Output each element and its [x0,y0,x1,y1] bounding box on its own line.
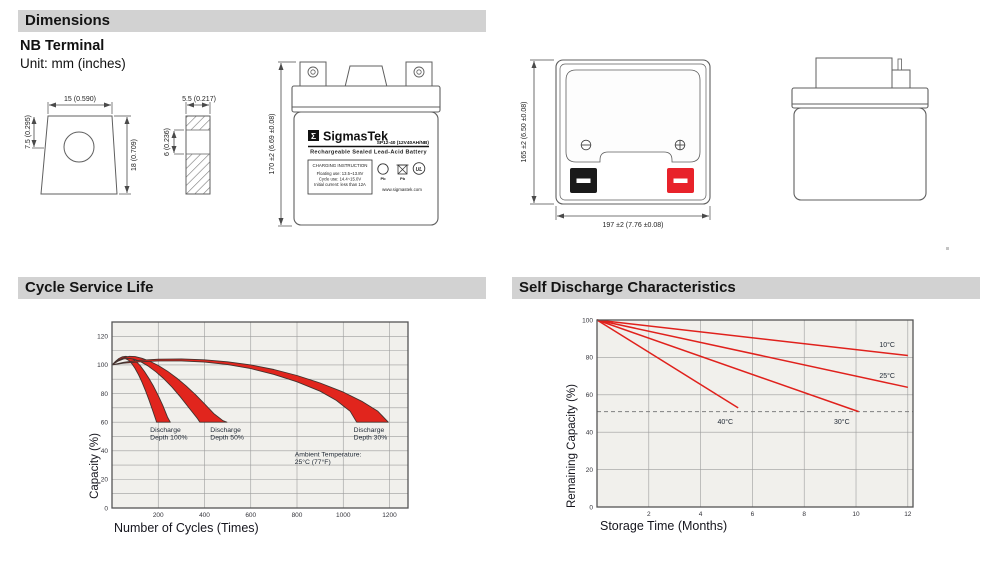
xtick-label: 400 [199,512,210,519]
side-pin [898,59,902,70]
terminal-front-drawing [24,92,144,202]
brand-logo-glyph: Σ [310,131,317,141]
self-discharge-svg [582,317,913,518]
website-text: www.sigmastek.com [382,187,422,192]
battery-type-line: Rechargeable Sealed Lead-Acid Battery [310,149,427,156]
ytick-label: 80 [585,354,593,362]
cycle-y-axis-title: Capacity (%) [89,433,101,499]
battery-top-view [512,48,727,230]
dim-label-165: 165 ±2 (6.50 ±0.08) [521,101,528,163]
cycle-service-life-svg [97,322,408,519]
stray-mark [946,247,949,250]
hatch-bottom [187,155,210,194]
series-label: 30°C [834,418,850,426]
xtick-label: 600 [245,512,257,519]
chart-annotation: Discharge Depth 100% [150,427,188,442]
unit-note: Unit: mm (inches) [20,56,126,71]
ytick-label: 20 [585,466,593,474]
xtick-label: 10 [852,511,860,518]
side-step-block [892,70,910,88]
ytick-label: 40 [585,429,593,437]
dimensions-section-header: Dimensions [18,10,486,32]
xtick-label: 1200 [382,512,397,519]
battery-front-view [266,56,466,234]
ytick-label: 80 [100,390,108,398]
series-label: 10°C [879,342,895,350]
pb-bin-label: Pb [399,176,406,181]
dim-label-15: 15 (0.590) [64,96,96,103]
ytick-label: 100 [97,362,108,370]
dim-label-6: 6 (0.236) [164,127,171,157]
charging-title: CHARGING INSTRUCTION [312,163,368,168]
side-lid [792,88,928,108]
battery-side-view [786,50,936,208]
dim-label-7-5: 7.5 (0.295) [25,115,32,149]
charging-line-1: Floating use: 13.5~13.8V [316,171,364,176]
ytick-label: 60 [100,419,108,427]
ytick-label: 40 [100,448,108,456]
nb-terminal-subtitle: NB Terminal [20,38,105,54]
xtick-label: 200 [152,512,164,519]
self-discharge-y-axis-title: Remaining Capacity (%) [566,384,578,508]
ytick-label: 0 [589,504,593,512]
xtick-label: 12 [904,511,912,518]
dim-label-197: 197 ±2 (7.76 ±0.08) [602,222,664,229]
side-top-block [816,58,892,88]
terminal-side-drawing [152,92,244,202]
chart-annotation: Ambient Temperature: 25°C (77°F) [294,451,362,466]
dim-label-170: 170 ±2 (6.69 ±0.08) [269,113,276,175]
brand-name: SigmasTek [323,129,389,144]
ul-icon-text: UL [415,167,423,173]
dim-label-5-5: 5.5 (0.217) [182,96,216,103]
ytick-label: 0 [104,505,108,513]
self-discharge-x-axis-title: Storage Time (Months) [600,519,728,533]
xtick-label: 800 [291,512,303,519]
terminal-front-outline [41,116,117,194]
xtick-label: 2 [646,511,651,518]
series-label: 40°C [717,418,734,426]
cycle-chart-plot [97,322,408,519]
xtick-label: 1000 [336,512,351,519]
ytick-label: 60 [585,392,593,400]
self-discharge-chart-plot [582,317,913,518]
ytick-label: 100 [582,317,593,325]
hatch-top [187,117,210,130]
charging-line-3: Initial current: less than 12A [314,182,366,187]
ytick-label: 120 [97,333,108,341]
vent-screw-plus [675,140,685,150]
top-handle [345,66,387,87]
pb-recycle-label: Pb [380,176,386,181]
xtick-label: 6 [750,511,755,518]
xtick-label: 4 [698,511,703,518]
lid [292,86,440,112]
chart-annotation: Discharge Depth 50% [210,427,244,442]
plot-background [597,320,913,507]
cycle-x-axis-title: Number of Cycles (Times) [114,521,259,535]
charging-line-2: Cycle use: 14.4~15.0V [318,176,362,182]
chart-annotation: Discharge Depth 30% [353,427,388,442]
self-discharge-section-header: Self Discharge Characteristics [512,277,980,299]
series-label: 25°C [879,372,895,380]
ytick-label: 20 [100,476,108,484]
model-number: SP12-40 (12V40AH/NB) [376,141,429,146]
cycle-section-header: Cycle Service Life [18,277,486,299]
dim-label-18: 18 (0.709) [131,139,138,171]
xtick-label: 8 [802,511,807,518]
side-body [794,108,926,200]
